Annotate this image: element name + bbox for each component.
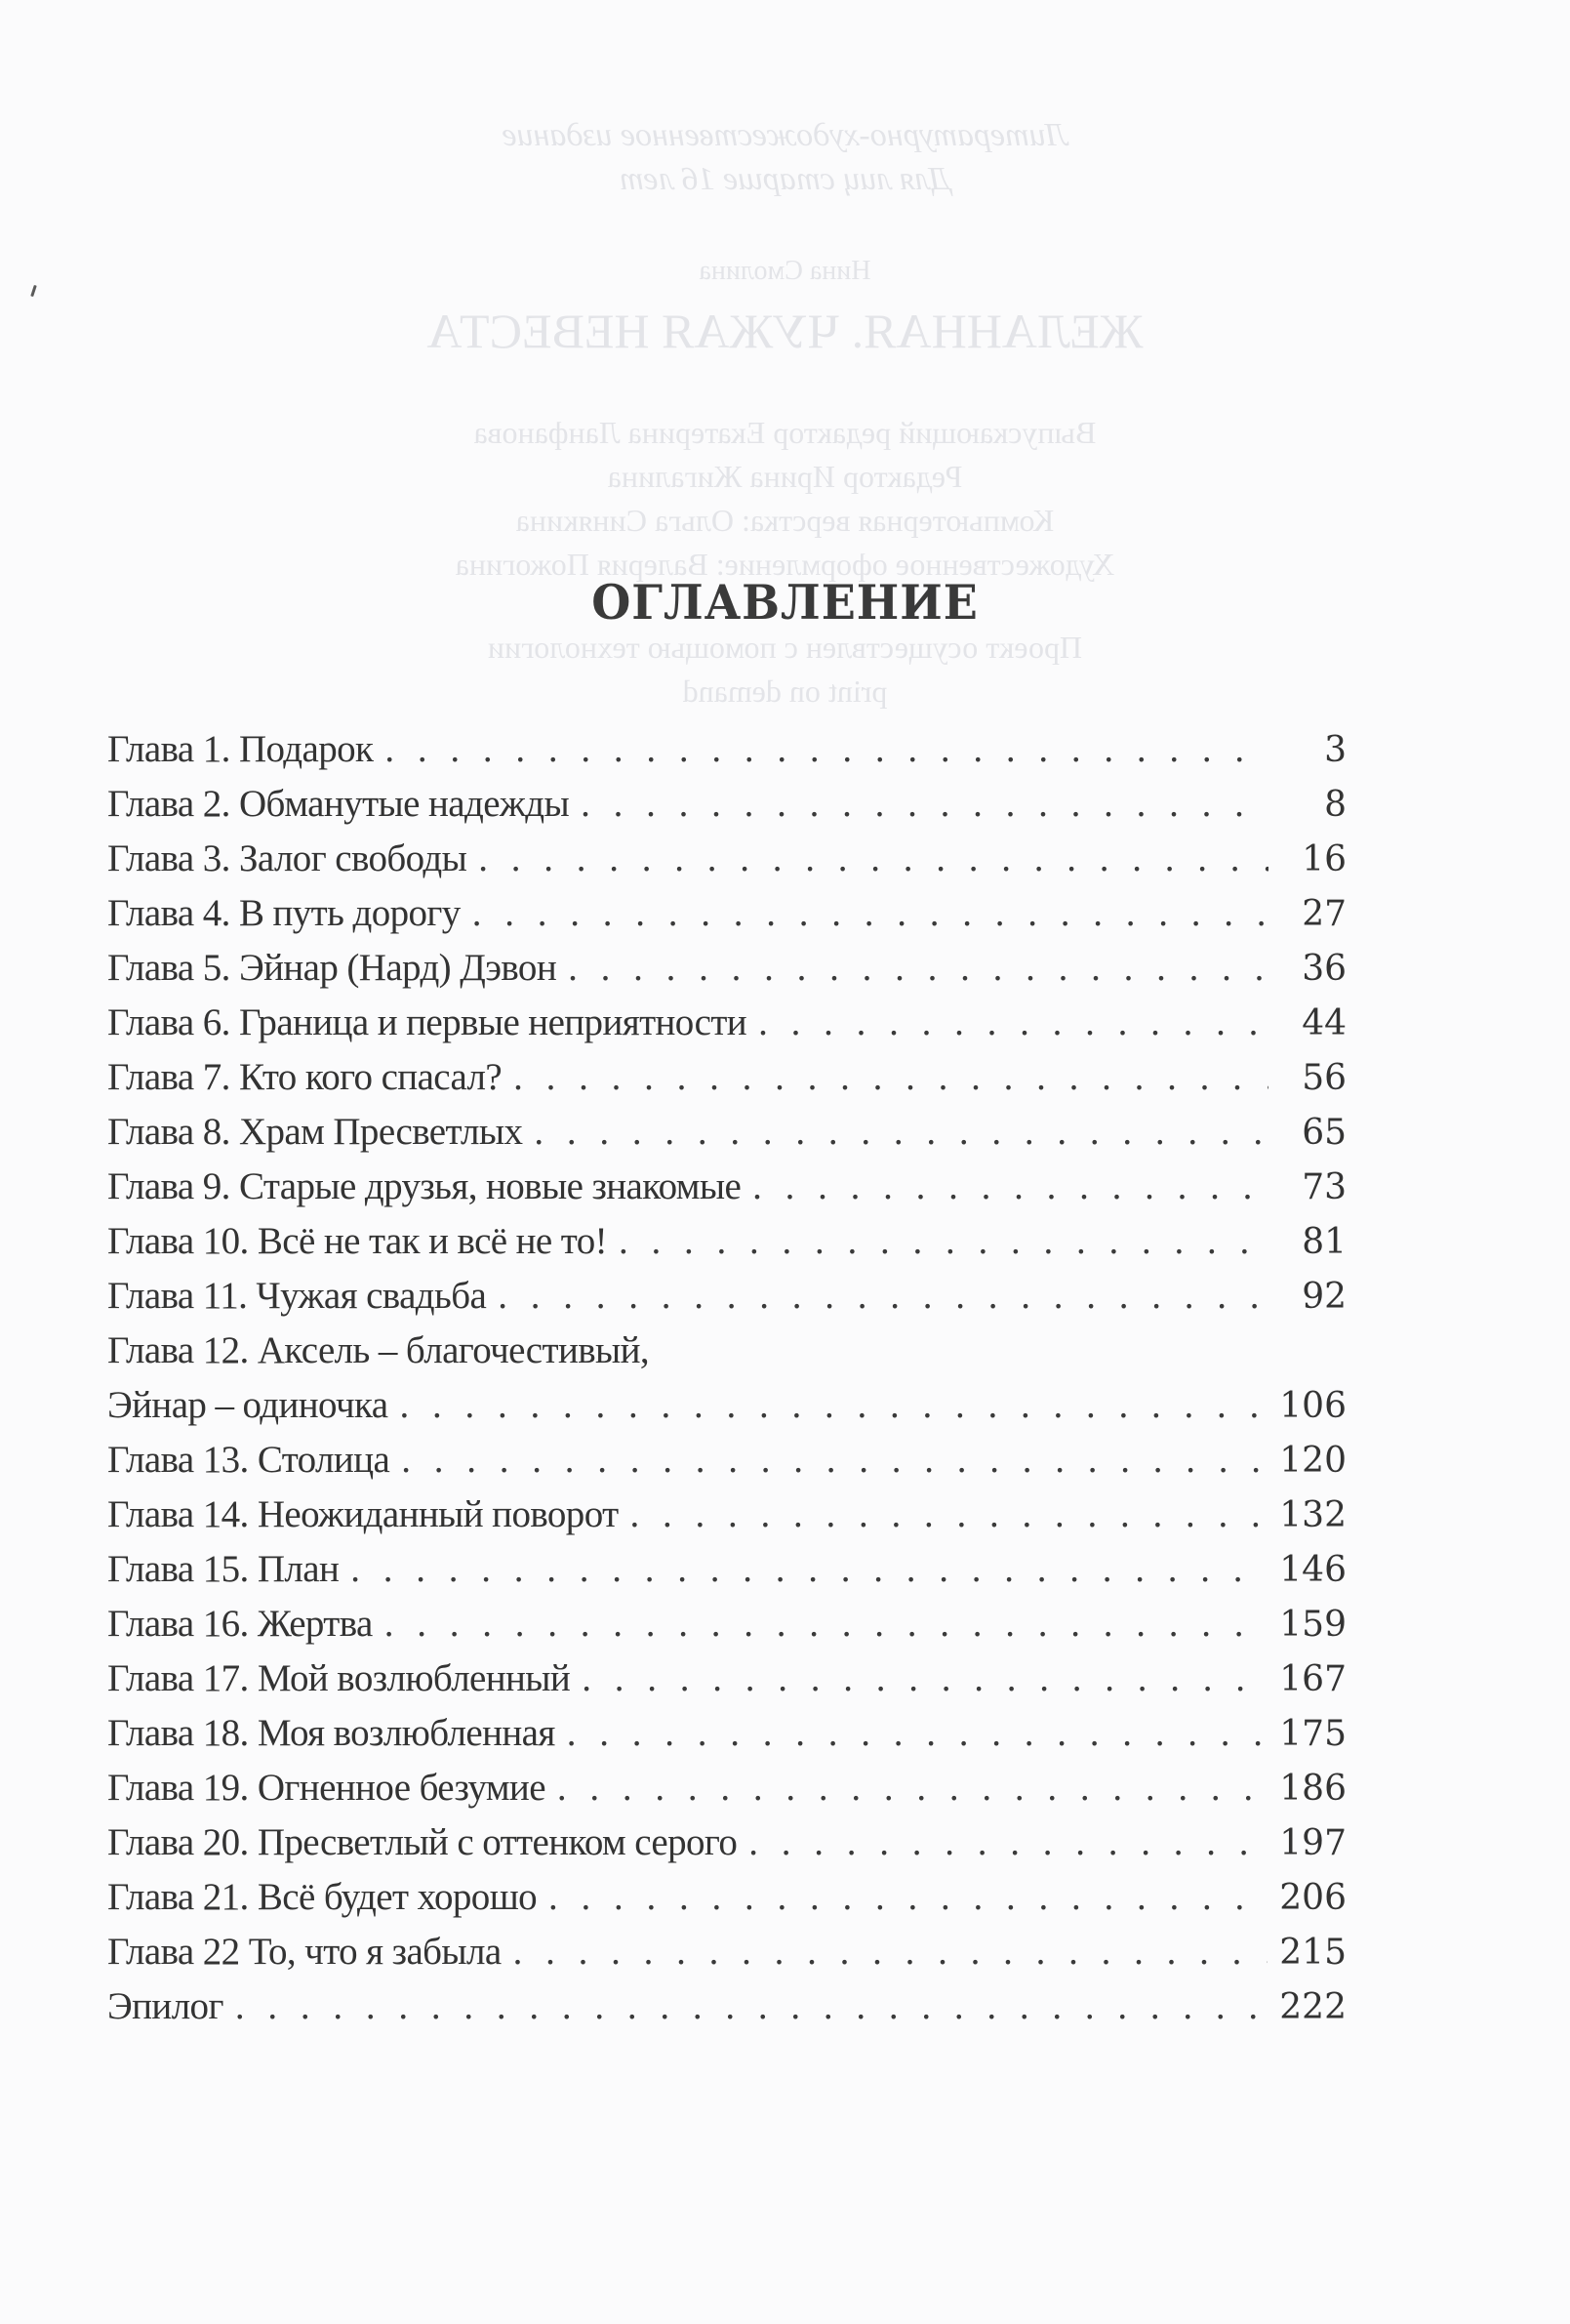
dot-leader: [581, 777, 1268, 832]
page-number: 36: [1302, 949, 1347, 989]
dot-leader: [384, 1597, 1268, 1651]
toc-entry[interactable]: [107, 832, 1347, 886]
toc-entry[interactable]: [107, 996, 1347, 1050]
page-number: 206: [1279, 1878, 1347, 1918]
toc-entry[interactable]: [107, 1269, 1347, 1324]
toc-entry[interactable]: [107, 1160, 1347, 1214]
toc-entry-first-line[interactable]: [107, 1324, 1347, 1378]
dot-leader: [758, 996, 1268, 1050]
entry-label: Эпилог: [107, 1985, 223, 2027]
toc-entry[interactable]: [107, 1706, 1347, 1761]
dot-leader: [567, 1706, 1268, 1761]
entry-label: Глава 17. Мой возлюбленный: [107, 1657, 571, 1699]
page-number: 16: [1302, 839, 1347, 879]
toc-entry[interactable]: [107, 722, 1347, 777]
dot-leader: [478, 832, 1268, 886]
entry-label: Глава 10. Всё не так и всё не то!: [107, 1220, 608, 1262]
toc-entry-continuation[interactable]: [107, 1378, 1347, 1433]
page-number: 81: [1302, 1222, 1347, 1262]
toc-entry[interactable]: [107, 1214, 1347, 1269]
dot-leader: [619, 1214, 1268, 1269]
toc-entry[interactable]: [107, 1433, 1347, 1488]
toc-entry[interactable]: [107, 777, 1347, 832]
dot-leader: [399, 1378, 1268, 1433]
ghost-line: Для лиц старше 16 лет: [620, 161, 950, 197]
entry-label: Глава 12. Аксель – благочестивый,: [107, 1329, 650, 1371]
entry-label: Глава 1. Подарок: [107, 728, 374, 770]
entry-label: Глава 19. Огненное безумие: [107, 1767, 545, 1809]
entry-label: Глава 2. Обманутые надежды: [107, 783, 570, 825]
dot-leader: [472, 886, 1268, 941]
entry-label: Глава 22 То, что я забыла: [107, 1931, 502, 1973]
dot-leader: [235, 1979, 1268, 2034]
ghost-line: Художественное оформление: Валерия Пожогина: [455, 547, 1115, 582]
page-number: 73: [1302, 1167, 1347, 1207]
toc-entry[interactable]: [107, 1542, 1347, 1597]
page-number: 120: [1279, 1441, 1347, 1481]
dot-leader: [401, 1433, 1268, 1488]
toc-entry[interactable]: [107, 1597, 1347, 1651]
toc-entry[interactable]: [107, 1815, 1347, 1870]
entry-label: Глава 18. Моя возлюбленная: [107, 1712, 555, 1754]
page-number: 146: [1279, 1550, 1347, 1590]
page-number: 56: [1302, 1058, 1347, 1098]
page-number: 167: [1279, 1659, 1347, 1699]
page-number: 44: [1302, 1003, 1347, 1043]
page-number: 186: [1279, 1769, 1347, 1809]
page-number: 222: [1279, 1987, 1347, 2027]
toc-entry[interactable]: [107, 941, 1347, 996]
toc-entry[interactable]: [107, 1761, 1347, 1815]
entry-label: Глава 21. Всё будет хорошо: [107, 1876, 538, 1918]
entry-label: Глава 14. Неожиданный поворот: [107, 1493, 619, 1535]
page-number: 175: [1279, 1714, 1347, 1754]
entry-label: Глава 13. Столица: [107, 1439, 390, 1481]
page-number: 65: [1302, 1113, 1347, 1153]
dot-leader: [548, 1870, 1268, 1925]
entry-label: Глава 11. Чужая свадьба: [107, 1275, 487, 1317]
dot-leader: [748, 1815, 1268, 1870]
toc-entry[interactable]: [107, 886, 1347, 941]
toc-entry[interactable]: [107, 1870, 1347, 1925]
dot-leader: [513, 1925, 1268, 1979]
page-number: 92: [1302, 1277, 1347, 1317]
entry-label-continuation: Эйнар – одиночка: [107, 1384, 388, 1426]
page-number: 3: [1324, 730, 1347, 770]
dot-leader: [513, 1050, 1268, 1105]
dot-leader: [350, 1542, 1268, 1597]
entry-label: Глава 16. Жертва: [107, 1603, 373, 1645]
entry-label: Глава 8. Храм Пресветлых: [107, 1111, 523, 1153]
entry-label: Глава 5. Эйнар (Нард) Дэвон: [107, 947, 557, 989]
entry-label: Глава 15. План: [107, 1548, 340, 1590]
toc-entry[interactable]: [107, 1979, 1347, 2034]
entry-label: Глава 9. Старые друзья, новые знакомые: [107, 1165, 742, 1207]
toc-entry[interactable]: [107, 1488, 1347, 1542]
page-number: 8: [1324, 785, 1347, 825]
table-of-contents: [107, 722, 1347, 2034]
page-number: 27: [1302, 894, 1347, 934]
ghost-line: Литературно-художественное издание: [502, 117, 1068, 153]
page-number: 197: [1279, 1823, 1347, 1863]
page-title: ОГЛАВЛЕНИЕ: [591, 574, 979, 631]
entry-label: Глава 6. Граница и первые неприятности: [107, 1001, 747, 1043]
toc-entry[interactable]: [107, 1651, 1347, 1706]
dot-leader: [557, 1761, 1268, 1815]
page-number: 215: [1279, 1933, 1347, 1973]
ghost-line: Компьютерная верстка: Ольга Синякина: [515, 503, 1055, 538]
dot-leader: [534, 1105, 1268, 1160]
toc-entry[interactable]: [107, 1925, 1347, 1979]
dot-leader: [384, 722, 1268, 777]
ghost-line: Проект осуществлен с помощью технологии: [487, 630, 1083, 665]
entry-label: Глава 7. Кто кого спасал?: [107, 1056, 503, 1098]
dot-leader: [498, 1269, 1268, 1324]
toc-entry[interactable]: [107, 1105, 1347, 1160]
ghost-line: Редактор Ирина Жигалина: [607, 459, 963, 494]
dot-leader: [568, 941, 1268, 996]
page-number: 132: [1279, 1495, 1347, 1535]
entry-label: Глава 4. В путь дорогу: [107, 892, 461, 934]
ghost-line: print on demand: [682, 673, 888, 709]
dot-leader: [582, 1651, 1268, 1706]
ghost-line: ЖЕЛАННАЯ. ЧУЖАЯ НЕВЕСТА: [426, 304, 1144, 358]
dot-leader: [752, 1160, 1268, 1214]
entry-label: Глава 3. Залог свободы: [107, 837, 467, 879]
dot-leader: [630, 1488, 1268, 1542]
ghost-line: Выпускающий редактор Екатерина Ланфанова: [473, 415, 1097, 450]
paper-speck: [30, 285, 37, 297]
ghost-line: Нина Смолина: [699, 256, 871, 286]
page-number: 106: [1279, 1386, 1347, 1426]
toc-entry[interactable]: [107, 1050, 1347, 1105]
page-number: 159: [1279, 1605, 1347, 1645]
entry-label: Глава 20. Пресветлый с оттенком серого: [107, 1821, 738, 1863]
